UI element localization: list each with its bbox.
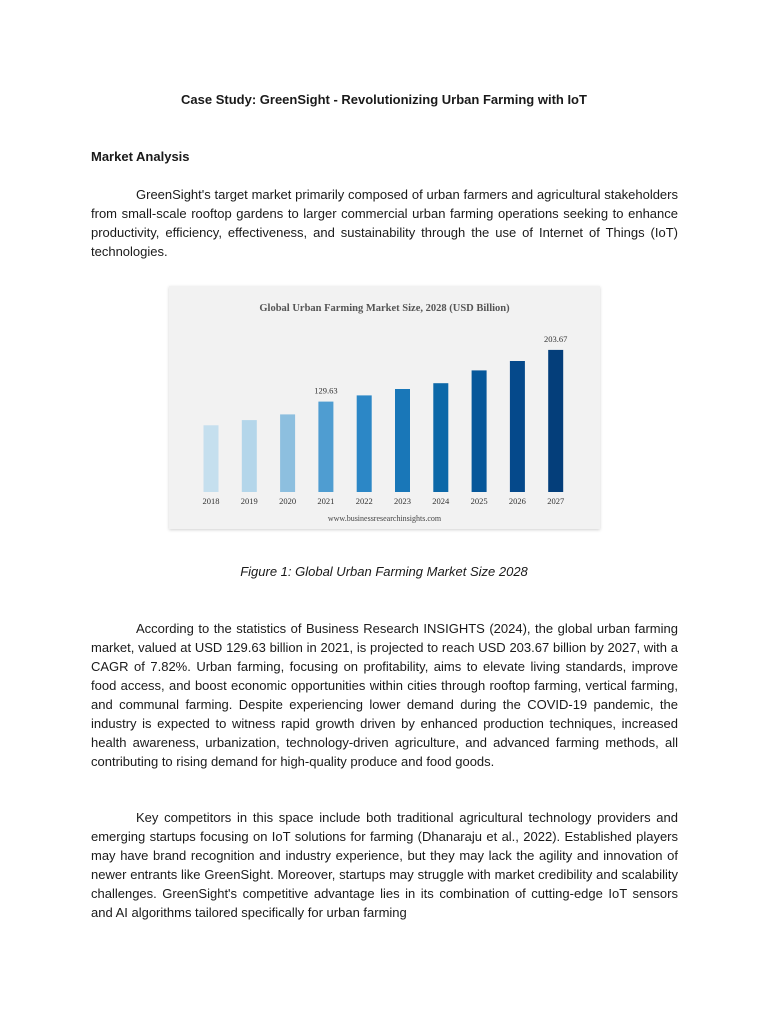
paragraph-intro: GreenSight's target market primarily composed of urban farmers and agricultural stakeholders from small-scale rooftop gardens to larger commercial urban farming operations seeking to enhance productivity, efficiency, effectiveness, and sustainability through the use of Internet of Things (IoT) technologies. [91,187,678,259]
bar-2025 [472,370,487,492]
x-tick-2023: 2023 [394,496,411,506]
x-tick-2026: 2026 [508,496,526,506]
figure-caption: Figure 1: Global Urban Farming Market Size 2028 [240,564,528,579]
bar-2018 [204,425,219,492]
chart-bars [204,350,564,492]
bar-2021 [318,402,333,492]
bar-2027 [548,350,563,492]
bar-2026 [510,361,525,492]
document-title: Case Study: GreenSight - Revolutionizing Urban Farming with IoT [181,92,587,107]
x-tick-2018: 2018 [202,496,220,506]
bar-2020 [280,414,295,492]
paragraph-market-stats: According to the statistics of Business Research INSIGHTS (2024), the global urban farming market, valued at USD 129.63 billion in 2021, is projected to reach USD 203.67 billion by 2027, with a CAGR of 7.82%. Urban farming, focusing on profitability, aims to elevate living standards, improve food access, and boost economic opportunities within cities through rooftop farming, vertical farming, and communal farming. Despite experiencing lower demand during the COVID-19 pandemic, the industry is expected to witness rapid growth driven by enhanced production techniques, increased health awareness, urbanization, technology-driven agriculture, and advanced farming methods, all contributing to rising demand for high-quality produce and food goods. [91,621,678,769]
x-tick-2019: 2019 [240,496,258,506]
x-tick-2021: 2021 [317,496,335,506]
bar-2024 [433,383,448,492]
x-tick-2024: 2024 [432,496,450,506]
data-label-2027: 203.67 [544,333,568,344]
paragraph-competitors: Key competitors in this space include both traditional agricultural technology providers and emerging startups focusing on IoT solutions for farming (Dhanaraju et al., 2022). Established players may have brand recognition and industry experience, but they may lack the agility and innovation of newer entrants like GreenSight. Moreover, startups may struggle with market credibility and scalability challenges. GreenSight's competitive advantage lies in its combination of cutting-edge IoT sensors and AI algorithms tailored specifically for urban farming [91,810,678,920]
x-tick-2025: 2025 [470,496,488,506]
section-heading: Market Analysis [91,149,190,164]
market-size-chart [169,286,600,529]
bar-2019 [242,420,257,492]
chart-title: Global Urban Farming Market Size, 2028 (USD Billion) [259,303,510,314]
x-tick-2020: 2020 [279,496,297,506]
chart-source: www.businessresearchinsights.com [327,514,442,523]
x-tick-2022: 2022 [355,496,373,506]
data-label-2021: 129.63 [314,385,338,396]
x-tick-2027: 2027 [547,496,565,506]
chart-svg [169,286,600,529]
chart-x-ticks [203,496,565,506]
bar-2023 [395,389,410,492]
bar-2022 [357,395,372,492]
